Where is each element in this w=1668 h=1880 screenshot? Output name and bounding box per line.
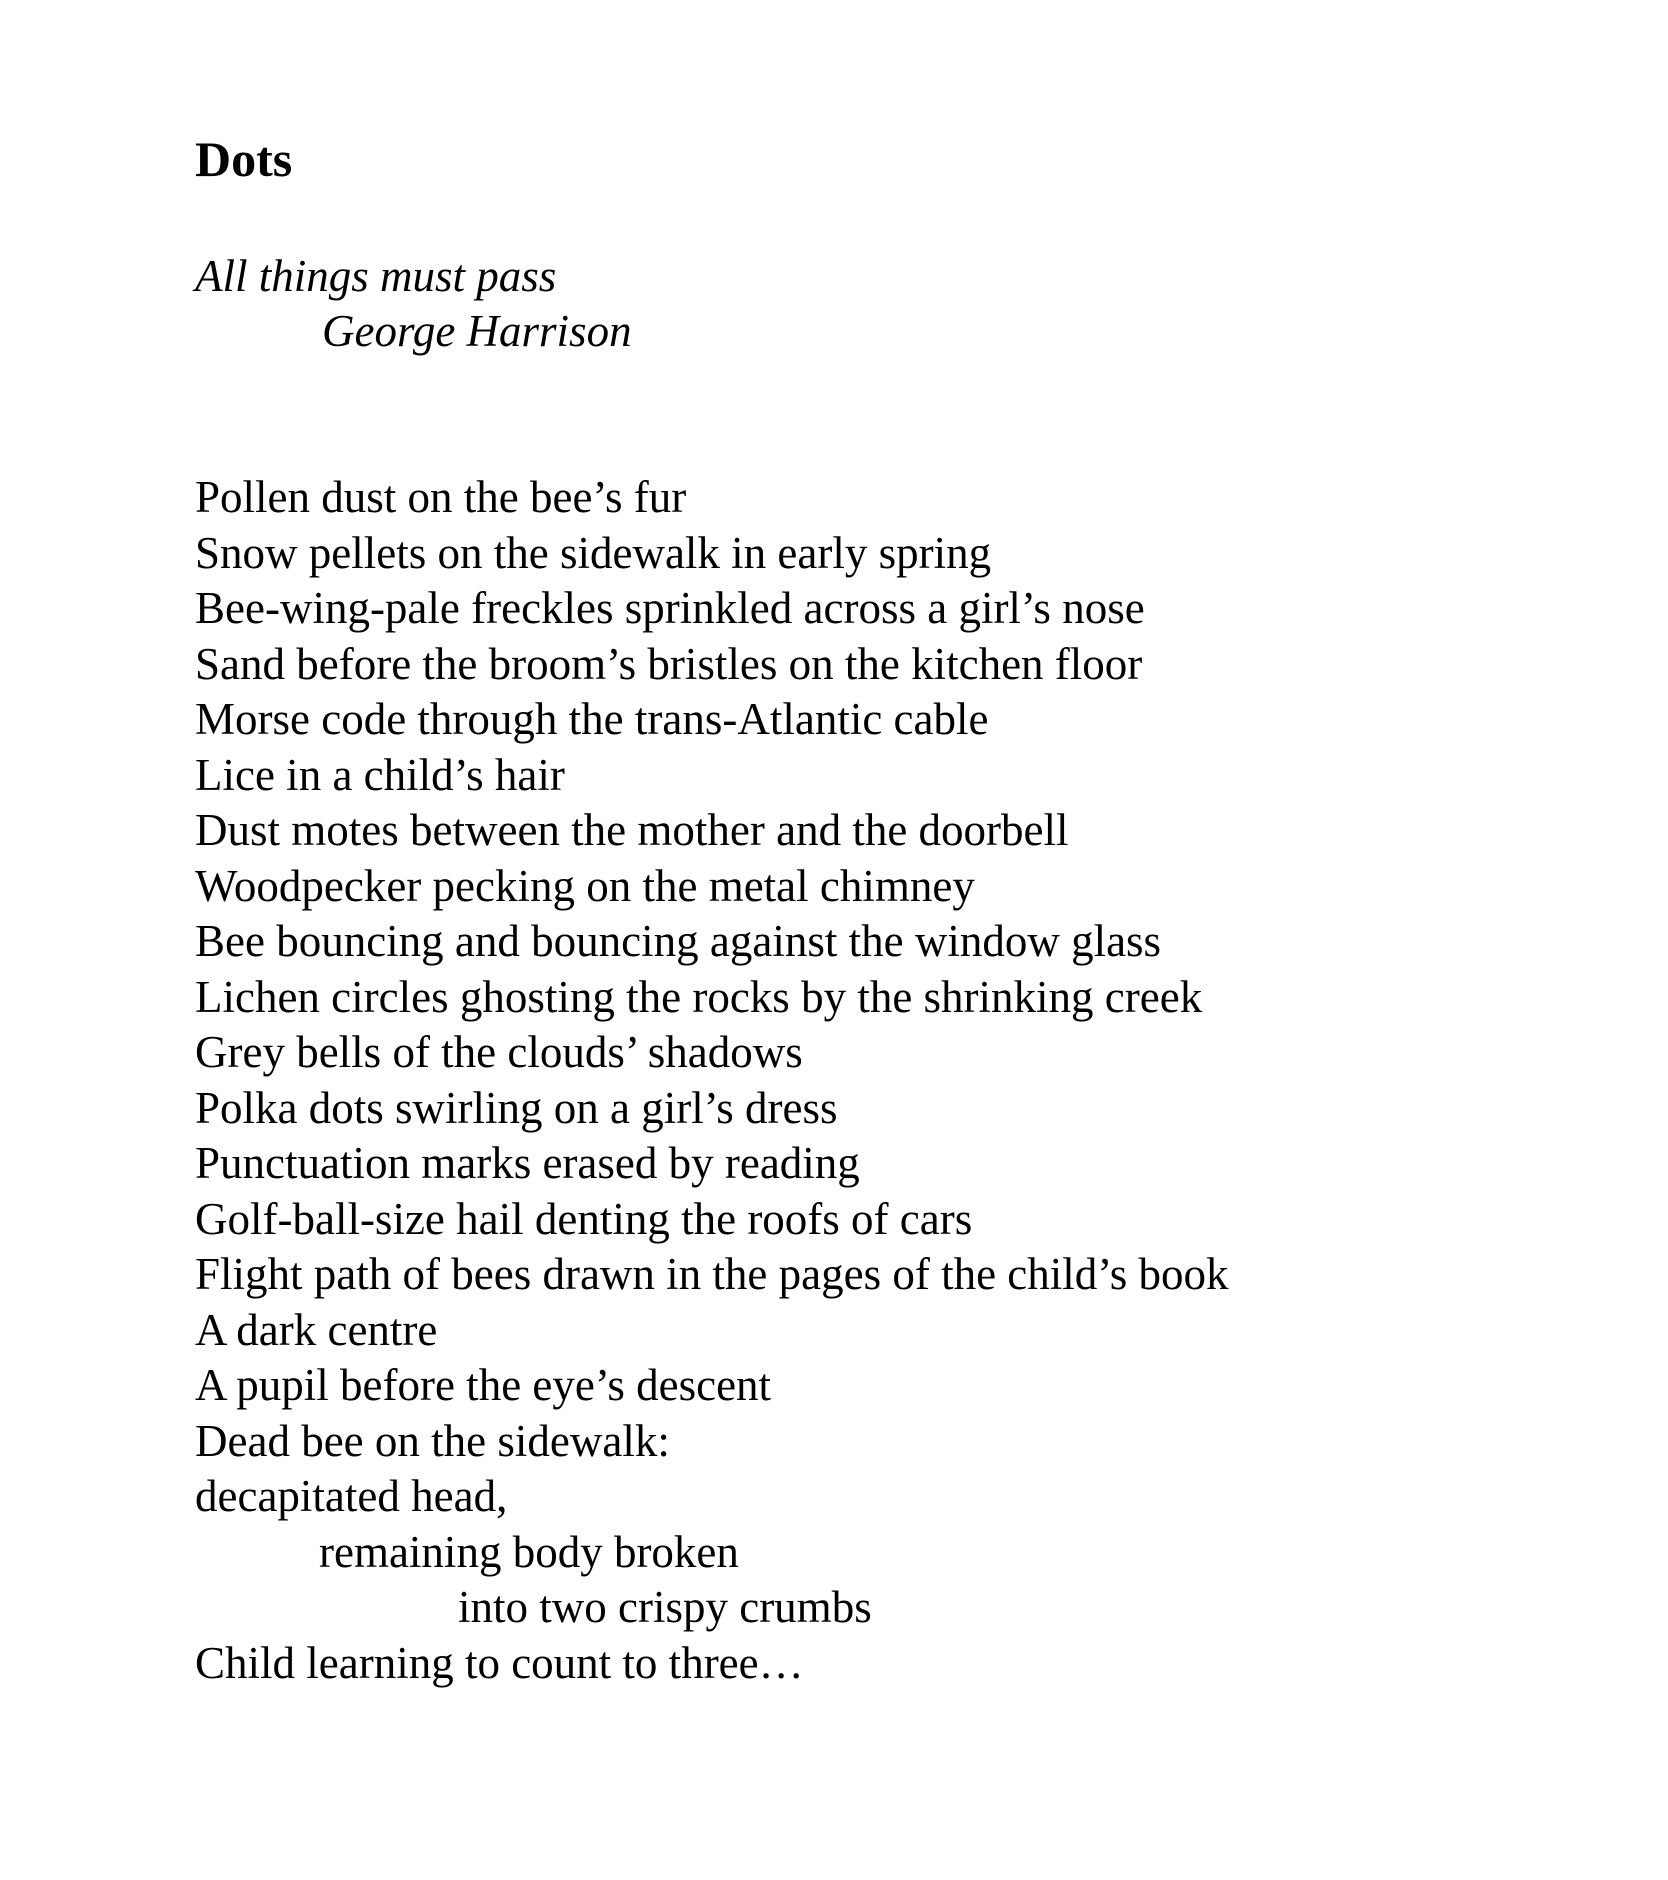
poem-line: Golf-ball-size hail denting the roofs of cars	[195, 1193, 973, 1244]
poem-line: Child learning to count to three…	[195, 1637, 804, 1688]
poem-line: Morse code through the trans-Atlantic cable	[195, 694, 989, 744]
poem-line: Dead bee on the sidewalk:	[195, 1415, 670, 1466]
poem-line: Woodpecker pecking on the metal chimney	[195, 860, 975, 911]
epigraph-attribution: George Harrison	[322, 306, 632, 356]
poem-line: A dark centre	[195, 1304, 438, 1355]
epigraph-quote: All things must pass	[195, 251, 557, 301]
poem-line-indented: remaining body broken	[319, 1526, 739, 1577]
poem-title: Dots	[195, 131, 293, 187]
poem-line: A pupil before the eye’s descent	[195, 1360, 772, 1410]
poem-body	[195, 470, 1229, 1691]
poem-line: Lice in a child’s hair	[195, 749, 565, 800]
poem-line: Polka dots swirling on a girl’s dress	[195, 1082, 838, 1133]
epigraph	[195, 249, 632, 359]
poem-line-indented: into two crispy crumbs	[458, 1582, 872, 1632]
poem-line: Flight path of bees drawn in the pages of the child’s book	[195, 1249, 1229, 1299]
poem-line: Pollen dust on the bee’s fur	[195, 472, 687, 522]
poem-line: Grey bells of the clouds’ shadows	[195, 1027, 803, 1077]
poem-line: Snow pellets on the sidewalk in early spring	[195, 527, 992, 578]
poem-line: Sand before the broom’s bristles on the kitchen floor	[195, 638, 1143, 689]
poem-line: decapitated head,	[195, 1471, 508, 1521]
poem-line: Bee-wing-pale freckles sprinkled across a girl’s nose	[195, 583, 1145, 633]
poem-line: Punctuation marks erased by reading	[195, 1138, 860, 1188]
poem-line: Lichen circles ghosting the rocks by the shrinking creek	[195, 971, 1203, 1022]
poem-line: Bee bouncing and bouncing against the window glass	[195, 916, 1162, 966]
poem-line: Dust motes between the mother and the doorbell	[195, 805, 1069, 855]
